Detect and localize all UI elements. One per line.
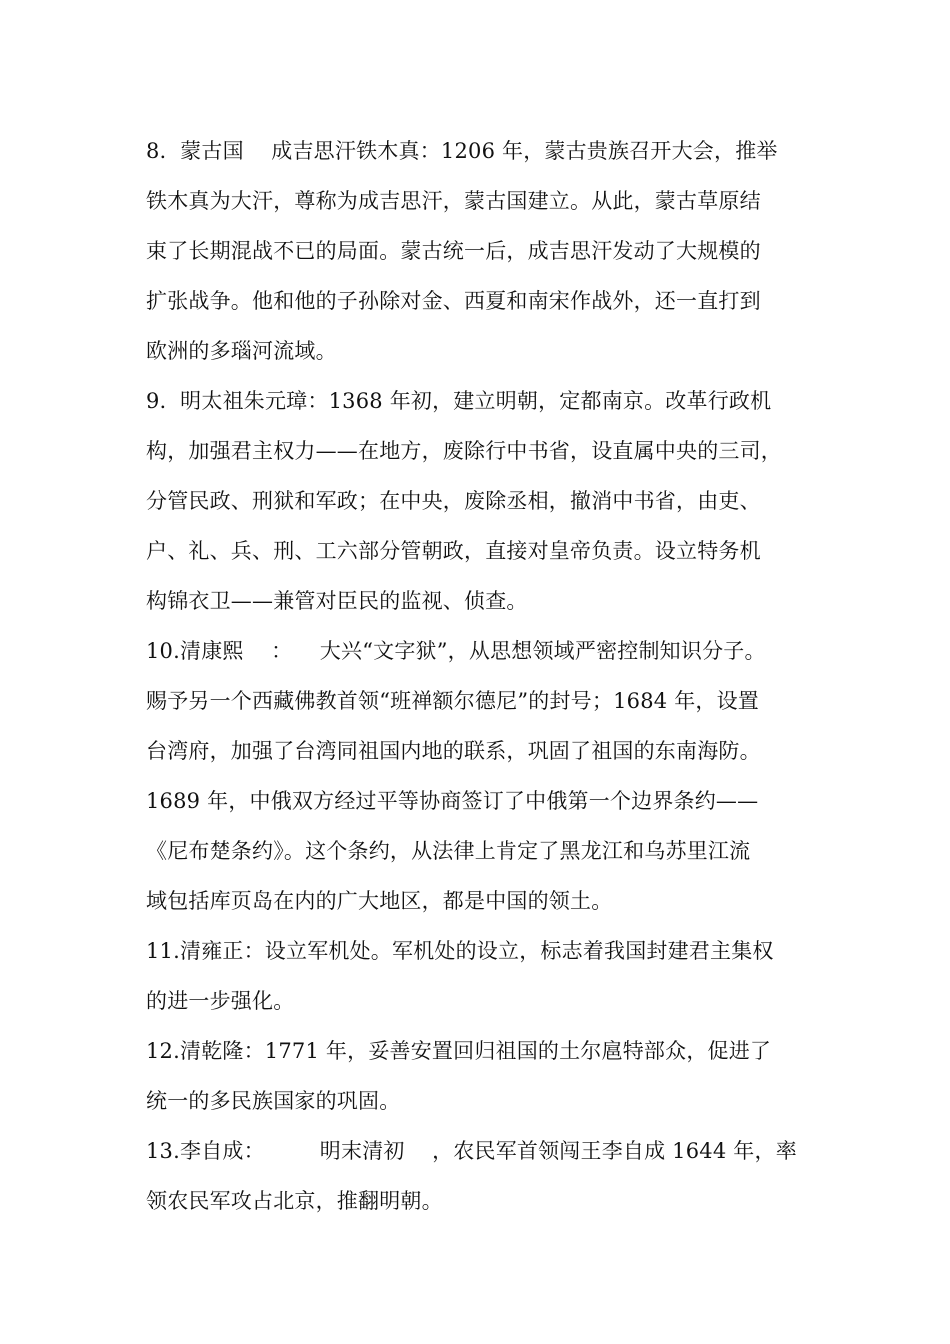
text-line: 台湾府，加强了台湾同祖国内地的联系，巩固了祖国的东南海防。 bbox=[146, 739, 761, 763]
text-line: 8. 蒙古国 成吉思汗铁木真：1206 年，蒙古贵族召开大会，推举 bbox=[146, 139, 778, 163]
text-line: 域包括库页岛在内的广大地区，都是中国的领土。 bbox=[146, 889, 613, 913]
text-line: 领农民军攻占北京，推翻明朝。 bbox=[146, 1189, 443, 1213]
text-line: 分管民政、刑狱和军政；在中央，废除丞相，撤消中书省，由吏、 bbox=[146, 489, 761, 513]
text-line: 12.清乾隆：1771 年，妥善安置回归祖国的土尔扈特部众，促进了 bbox=[146, 1039, 772, 1063]
text-line: 统一的多民族国家的巩固。 bbox=[146, 1089, 401, 1113]
text-line: 11.清雍正：设立军机处。军机处的设立，标志着我国封建君主集权 bbox=[146, 939, 774, 963]
text-line: 扩张战争。他和他的子孙除对金、西夏和南宋作战外，还一直打到 bbox=[146, 289, 761, 313]
text-line: 《尼布楚条约》。这个条约，从法律上肯定了黑龙江和乌苏里江流 bbox=[146, 839, 751, 863]
text-line: 1689 年，中俄双方经过平等协商签订了中俄第一个边界条约—— bbox=[146, 789, 759, 813]
text-line: 构，加强君主权力——在地方，废除行中书省，设直属中央的三司， bbox=[146, 439, 782, 463]
text-line: 铁木真为大汗，尊称为成吉思汗，蒙古国建立。从此，蒙古草原结 bbox=[146, 189, 761, 213]
text-line: 赐予另一个西藏佛教首领“班禅额尔德尼”的封号；1684 年，设置 bbox=[146, 689, 759, 713]
text-line: 束了长期混战不已的局面。蒙古统一后，成吉思汗发动了大规模的 bbox=[146, 239, 761, 263]
text-line: 构锦衣卫——兼管对臣民的监视、侦查。 bbox=[146, 589, 528, 613]
text-line: 10.清康熙 ： 大兴“文字狱”，从思想领域严密控制知识分子。 bbox=[146, 639, 766, 663]
text-line: 户、礼、兵、刑、工六部分管朝政，直接对皇帝负责。设立特务机 bbox=[146, 539, 761, 563]
text-line: 的进一步强化。 bbox=[146, 989, 295, 1013]
text-line: 欧洲的多瑙河流域。 bbox=[146, 339, 337, 363]
text-line: 9. 明太祖朱元璋：1368 年初，建立明朝，定都南京。改革行政机 bbox=[146, 389, 772, 413]
text-line: 13.李自成： 明末清初 ，农民军首领闯王李自成 1644 年，率 bbox=[146, 1139, 797, 1163]
